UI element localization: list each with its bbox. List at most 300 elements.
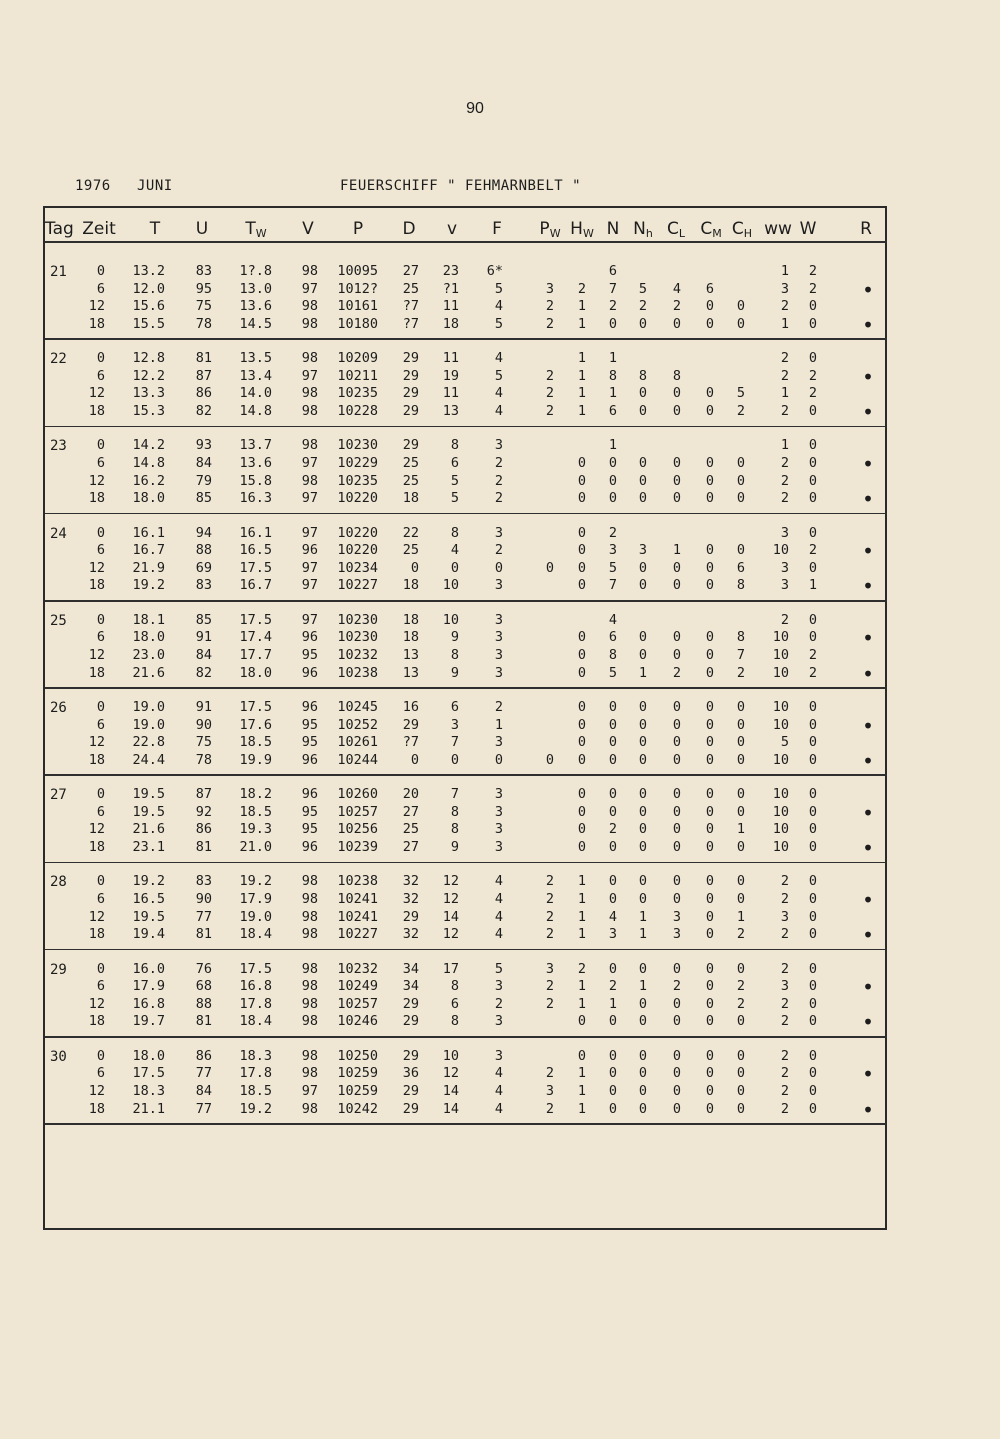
cell-w: 0 [808, 455, 818, 471]
cell-ch: 1 [736, 908, 746, 925]
cell-hw: 0 [577, 786, 587, 803]
cell-u: 75 [195, 734, 212, 751]
cell-v: 98 [301, 1100, 318, 1117]
cell-w: 0 [808, 1065, 818, 1082]
cell-cm: 0 [705, 1013, 715, 1030]
table-row [0, 800, 1000, 825]
cell-t: 13.3 [132, 385, 165, 402]
cell-zeit: 18 [88, 664, 105, 681]
cell-cm: 0 [705, 385, 715, 402]
day-separator [45, 513, 887, 515]
cell-pw: 2 [545, 315, 555, 332]
cell-cl: 0 [672, 734, 682, 751]
cell-hw: 1 [577, 1065, 587, 1082]
cell-p: 10227 [337, 926, 378, 943]
cell-n: 0 [608, 1013, 618, 1030]
cell-nh: 0 [638, 1065, 648, 1082]
cell-ch: 7 [736, 647, 746, 663]
cell-n: 5 [608, 559, 618, 576]
cell-v: 98 [301, 350, 318, 367]
cell-ch: 0 [736, 891, 746, 907]
cell-w: 0 [808, 472, 818, 489]
table-row [0, 888, 1000, 912]
cell-cm: 0 [705, 908, 715, 925]
cell-tw: 14.0 [239, 385, 272, 402]
cell-cl: 0 [672, 960, 682, 977]
cell-ww: 2 [780, 1100, 789, 1117]
cell-d: 32 [402, 926, 419, 943]
col-head-ww: ww [764, 219, 792, 239]
cell-t: 19.0 [132, 699, 165, 715]
cell-nh: 0 [638, 751, 648, 768]
cell-w: 0 [808, 1047, 818, 1064]
cell-cm: 0 [705, 786, 715, 803]
cell-cm: 0 [705, 839, 715, 855]
cell-d: 18 [402, 629, 419, 646]
cell-d: 34 [402, 978, 419, 995]
cell-d: 18 [402, 490, 419, 507]
cell-p: 10228 [337, 403, 378, 419]
cell-tw: 18.4 [239, 1013, 272, 1030]
cell-vv: 18 [442, 315, 459, 332]
cell-u: 83 [195, 263, 212, 279]
cell-hw: 0 [577, 664, 587, 681]
cell-ww: 10 [772, 751, 789, 768]
cell-p: 10259 [337, 1065, 378, 1082]
table-row [0, 473, 1000, 490]
cell-vv: 8 [450, 437, 459, 454]
cell-zeit: 0 [96, 611, 105, 628]
cell-d: 25 [402, 542, 419, 559]
table-row [0, 873, 1000, 890]
cell-w: 0 [808, 298, 818, 315]
cell-f: 4 [494, 873, 503, 890]
cell-vv: ?1 [442, 280, 459, 297]
table-row [0, 350, 1000, 367]
cell-d: 18 [402, 577, 419, 594]
cell-tw: 16.3 [239, 490, 272, 507]
table-row [0, 487, 1000, 512]
cell-p: 10238 [337, 664, 378, 681]
cell-hw: 1 [577, 995, 587, 1012]
day-separator [45, 426, 887, 428]
cell-t: 15.3 [132, 403, 165, 419]
cell-d: 25 [402, 472, 419, 489]
cell-p: 10256 [337, 821, 378, 838]
cell-p: 10241 [337, 908, 378, 925]
cell-t: 17.9 [132, 978, 165, 995]
cell-t: 19.0 [132, 716, 165, 733]
cell-nh: 0 [638, 629, 648, 646]
cell-vv: 8 [450, 821, 459, 838]
table-row [0, 909, 1000, 926]
cell-u: 79 [195, 472, 212, 489]
cell-f: 4 [494, 1083, 503, 1099]
cell-d: ?7 [402, 734, 419, 751]
cell-zeit: 18 [88, 577, 105, 594]
cell-vv: 7 [450, 786, 459, 803]
cell-tw: 18.5 [239, 803, 272, 820]
col-head-v: V [302, 219, 314, 239]
col-head-cm: $C_M$ [700, 219, 722, 240]
cell-vv: 6 [450, 995, 459, 1012]
cell-u: 90 [195, 891, 212, 907]
cell-cl: 0 [672, 873, 682, 890]
cell-hw: 0 [577, 524, 587, 541]
cell-d: ?7 [402, 298, 419, 315]
cell-p: 10232 [337, 647, 378, 663]
cell-vv: 8 [450, 524, 459, 541]
cell-cl: 2 [672, 664, 682, 681]
cell-t: 15.5 [132, 315, 165, 332]
cell-ww: 10 [772, 647, 789, 663]
cell-p: 10241 [337, 891, 378, 907]
cell-ch: 2 [736, 664, 746, 681]
table-row [0, 821, 1000, 838]
cell-cm: 6 [705, 280, 715, 297]
cell-d: 20 [402, 786, 419, 803]
cell-zeit: 18 [88, 751, 105, 768]
cell-ch: 0 [736, 1013, 746, 1030]
cell-w: 0 [808, 926, 818, 943]
cell-p: 10257 [337, 995, 378, 1012]
cell-cl: 0 [672, 891, 682, 907]
cell-hw: 2 [577, 960, 587, 977]
cell-zeit: 0 [96, 960, 105, 977]
col-head-n: N [606, 219, 620, 239]
cell-d: 29 [402, 437, 419, 454]
header-year: 1976 [75, 178, 111, 194]
cell-v: 98 [301, 437, 318, 454]
cell-ww: 3 [780, 577, 789, 594]
cell-zeit: 12 [88, 995, 105, 1012]
cell-t: 19.4 [132, 926, 165, 943]
cell-f: 6* [486, 263, 503, 279]
cell-p: 10220 [337, 490, 378, 507]
cell-p: 10227 [337, 577, 378, 594]
cell-zeit: 6 [96, 280, 105, 297]
cell-n: 0 [608, 699, 618, 715]
cell-n: 6 [608, 629, 618, 646]
cell-p: 10220 [337, 542, 378, 559]
cell-ch: 5 [736, 385, 746, 402]
cell-p: 10260 [337, 786, 378, 803]
cell-f: 4 [494, 385, 503, 402]
cell-p: 10230 [337, 629, 378, 646]
cell-hw: 1 [577, 367, 587, 384]
cell-vv: 7 [450, 734, 459, 751]
cell-n: 6 [608, 263, 618, 279]
cell-v: 97 [301, 490, 318, 507]
cell-vv: 14 [442, 1100, 459, 1117]
cell-pw: 2 [545, 908, 555, 925]
cell-zeit: 6 [96, 716, 105, 733]
cell-pw: 2 [545, 298, 555, 315]
cell-ch: 0 [736, 873, 746, 890]
cell-u: 75 [195, 298, 212, 315]
cell-t: 16.2 [132, 472, 165, 489]
cell-u: 81 [195, 1013, 212, 1030]
cell-tw: 13.0 [239, 280, 272, 297]
cell-u: 87 [195, 367, 212, 384]
cell-n: 1 [608, 385, 618, 402]
cell-n: 7 [608, 280, 618, 297]
cell-v: 95 [301, 647, 318, 663]
cell-w: 0 [808, 350, 818, 367]
table-row [0, 836, 1000, 860]
cell-v: 98 [301, 891, 318, 907]
cell-w: 1 [808, 577, 818, 594]
cell-ww: 10 [772, 839, 789, 855]
cell-d: ?7 [402, 315, 419, 332]
cell-ch: 0 [736, 315, 746, 332]
cell-p: 10235 [337, 385, 378, 402]
cell-vv: 8 [450, 803, 459, 820]
cell-hw: 1 [577, 1100, 587, 1117]
cell-pw: 2 [545, 926, 555, 943]
cell-d: 13 [402, 664, 419, 681]
cell-cl: 0 [672, 786, 682, 803]
cell-ww: 1 [780, 385, 789, 402]
cell-zeit: 0 [96, 1047, 105, 1064]
cell-ww: 10 [772, 821, 789, 838]
cell-d: 29 [402, 716, 419, 733]
cell-n: 0 [608, 1065, 618, 1082]
table-row [0, 1062, 1000, 1087]
cell-ww: 2 [780, 298, 789, 315]
cell-d: 29 [402, 1100, 419, 1117]
cell-ww: 1 [780, 315, 789, 332]
cell-nh: 0 [638, 891, 648, 907]
cell-cl: 0 [672, 315, 682, 332]
cell-f: 3 [494, 839, 503, 855]
page-number: 90 [466, 100, 484, 117]
cell-ww: 3 [780, 908, 789, 925]
cell-p: 10261 [337, 734, 378, 751]
cell-n: 8 [608, 367, 618, 384]
cell-w: 0 [808, 751, 818, 768]
cell-f: 3 [494, 524, 503, 541]
cell-w: 0 [808, 734, 818, 751]
cell-u: 87 [195, 786, 212, 803]
cell-nh: 0 [638, 577, 648, 594]
cell-cm: 0 [705, 751, 715, 768]
cell-ww: 2 [780, 350, 789, 367]
cell-tw: 14.5 [239, 315, 272, 332]
cell-f: 4 [494, 298, 503, 315]
cell-hw: 0 [577, 751, 587, 768]
cell-pw: 2 [545, 385, 555, 402]
cell-d: 32 [402, 873, 419, 890]
table-row [0, 400, 1000, 424]
cell-p: 10235 [337, 472, 378, 489]
cell-f: 2 [494, 490, 503, 507]
cell-n: 0 [608, 803, 618, 820]
cell-vv: 19 [442, 367, 459, 384]
table-row [0, 1097, 1000, 1122]
cell-hw: 0 [577, 1047, 587, 1064]
cell-cm: 0 [705, 1100, 715, 1117]
cell-r: • [862, 748, 875, 773]
cell-ww: 2 [780, 403, 789, 419]
table-row [0, 713, 1000, 738]
cell-tw: 18.2 [239, 786, 272, 803]
cell-nh: 1 [638, 908, 648, 925]
cell-d: 22 [402, 524, 419, 541]
table-row [0, 364, 1000, 389]
cell-hw: 1 [577, 873, 587, 890]
cell-n: 1 [608, 437, 618, 454]
table-row [0, 1010, 1000, 1035]
cell-v: 97 [301, 524, 318, 541]
cell-cl: 3 [672, 908, 682, 925]
cell-u: 83 [195, 577, 212, 594]
cell-ch: 0 [736, 298, 746, 315]
cell-u: 77 [195, 1065, 212, 1082]
cell-n: 0 [608, 734, 618, 751]
header-month: JUNI [137, 178, 173, 194]
cell-u: 82 [195, 664, 212, 681]
cell-ww: 10 [772, 629, 789, 646]
cell-zeit: 12 [88, 734, 105, 751]
cell-f: 3 [494, 664, 503, 681]
cell-u: 92 [195, 803, 212, 820]
cell-pw: 2 [545, 403, 555, 419]
cell-tw: 18.5 [239, 1083, 272, 1099]
cell-tw: 16.8 [239, 978, 272, 995]
cell-ww: 2 [780, 891, 789, 907]
cell-p: 10220 [337, 524, 378, 541]
cell-nh: 0 [638, 647, 648, 663]
cell-v: 96 [301, 629, 318, 646]
cell-zeit: 6 [96, 1065, 105, 1082]
cell-w: 0 [808, 821, 818, 838]
cell-cl: 0 [672, 559, 682, 576]
table-row [0, 1083, 1000, 1100]
cell-u: 91 [195, 629, 212, 646]
cell-t: 15.6 [132, 298, 165, 315]
cell-nh: 2 [638, 298, 648, 315]
cell-w: 0 [808, 995, 818, 1012]
cell-hw: 0 [577, 647, 587, 663]
cell-cm: 0 [705, 1065, 715, 1082]
cell-n: 0 [608, 1100, 618, 1117]
day-separator [45, 338, 887, 340]
cell-t: 12.8 [132, 350, 165, 367]
cell-tw: 13.4 [239, 367, 272, 384]
cell-cm: 0 [705, 891, 715, 907]
cell-p: 10239 [337, 839, 378, 855]
cell-d: 29 [402, 1083, 419, 1099]
cell-t: 24.4 [132, 751, 165, 768]
cell-f: 3 [494, 734, 503, 751]
cell-d: 36 [402, 1065, 419, 1082]
cell-zeit: 12 [88, 647, 105, 663]
header-title: FEUERSCHIFF " FEHMARNBELT " [340, 178, 582, 194]
cell-cm: 0 [705, 315, 715, 332]
cell-t: 19.7 [132, 1013, 165, 1030]
cell-hw: 1 [577, 385, 587, 402]
cell-v: 95 [301, 803, 318, 820]
table-row [0, 961, 1000, 978]
cell-v: 98 [301, 1013, 318, 1030]
cell-pw: 2 [545, 873, 555, 890]
cell-tw: 19.2 [239, 1100, 272, 1117]
cell-w: 0 [808, 699, 818, 715]
cell-hw: 1 [577, 908, 587, 925]
cell-t: 16.0 [132, 960, 165, 977]
cell-tw: 13.6 [239, 455, 272, 471]
cell-ch: 2 [736, 995, 746, 1012]
cell-n: 5 [608, 664, 618, 681]
cell-vv: 6 [450, 699, 459, 715]
cell-ww: 5 [780, 734, 789, 751]
cell-cl: 0 [672, 385, 682, 402]
cell-zeit: 6 [96, 803, 105, 820]
cell-hw: 0 [577, 803, 587, 820]
cell-hw: 0 [577, 577, 587, 594]
cell-p: 10244 [337, 751, 378, 768]
cell-pw: 0 [545, 751, 555, 768]
cell-f: 4 [494, 403, 503, 419]
cell-t: 14.8 [132, 455, 165, 471]
cell-vv: 23 [442, 263, 459, 279]
cell-d: 27 [402, 803, 419, 820]
cell-pw: 2 [545, 978, 555, 995]
cell-nh: 5 [638, 280, 648, 297]
cell-f: 3 [494, 629, 503, 646]
cell-hw: 0 [577, 699, 587, 715]
cell-vv: 12 [442, 891, 459, 907]
cell-zeit: 18 [88, 490, 105, 507]
cell-cl: 0 [672, 1013, 682, 1030]
cell-ww: 2 [780, 1047, 789, 1064]
cell-r: • [862, 626, 875, 651]
cell-hw: 0 [577, 1013, 587, 1030]
cell-w: 0 [808, 1100, 818, 1117]
cell-ww: 10 [772, 664, 789, 681]
cell-t: 14.2 [132, 437, 165, 454]
cell-t: 21.1 [132, 1100, 165, 1117]
cell-ww: 2 [780, 926, 789, 943]
cell-ch: 8 [736, 577, 746, 594]
cell-n: 2 [608, 298, 618, 315]
cell-d: 34 [402, 960, 419, 977]
cell-tw: 17.9 [239, 891, 272, 907]
cell-tw: 19.0 [239, 908, 272, 925]
table-row [0, 437, 1000, 454]
day-separator [45, 949, 887, 951]
cell-hw: 1 [577, 403, 587, 419]
cell-f: 3 [494, 577, 503, 594]
table-row [0, 1048, 1000, 1065]
cell-n: 0 [608, 751, 618, 768]
cell-n: 1 [608, 995, 618, 1012]
day-number: 27 [50, 787, 67, 804]
table-row [0, 748, 1000, 773]
cell-cm: 0 [705, 716, 715, 733]
cell-hw: 0 [577, 839, 587, 855]
cell-cm: 0 [705, 699, 715, 715]
cell-w: 2 [808, 263, 818, 279]
cell-pw: 2 [545, 1100, 555, 1117]
cell-cm: 0 [705, 803, 715, 820]
cell-r: • [862, 1010, 875, 1035]
cell-zeit: 18 [88, 926, 105, 943]
cell-tw: 17.7 [239, 647, 272, 663]
cell-tw: 17.5 [239, 559, 272, 576]
cell-tw: 17.6 [239, 716, 272, 733]
